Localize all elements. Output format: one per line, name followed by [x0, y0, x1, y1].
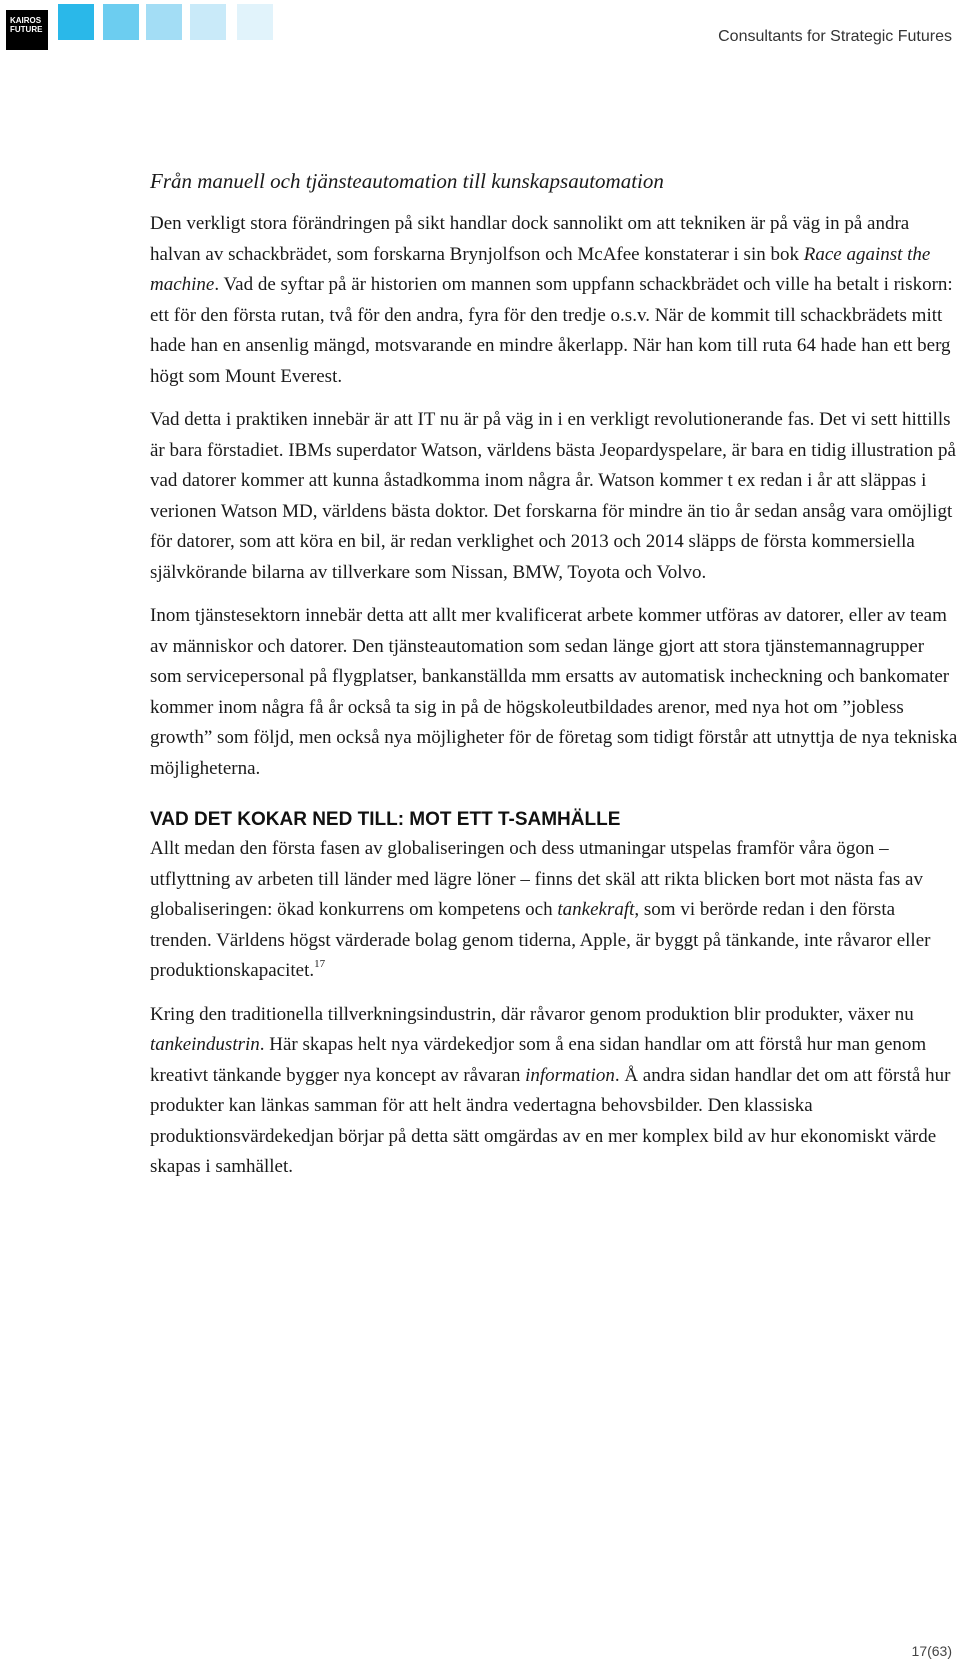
kairos-future-logo — [6, 10, 48, 50]
paragraph-2: Vad detta i praktiken innebär är att IT nu är på väg in i en verkligt revolutionerande fas. Det vi sett hittills är bara förstadiet. IBMs superdator Watson, världens bästa Jeopardyspelare, är bara en tidig illustration på vad datorer kommer att kunna åstadkomma inom några år. Watson kommer t ex redan i år att släppas i verionen Watson MD, världens bästa doktor. Det forskarna för mindre än tio år sedan ansåg vara omöjligt för datorer, som att köra en bil, är redan verklighet och 2013 och 2014 släpps de första kommersiella självkörande bilarna av tillverkare som Nissan, BMW, Toyota och Volvo. — [150, 409, 956, 583]
brand-square-5 — [237, 4, 273, 40]
paragraph-1-text-a: Den verkligt stora förändringen på sikt handlar dock sannolikt om att tekniken är på väg in på andra halvan av schackbrädet, som forskarna Brynjolfson och McAfee konstaterar i sin bok — [150, 213, 910, 265]
paragraph-5-text-a: Kring den traditionella tillverkningsindustrin, där råvaror genom produktion blir produkter, växer nu — [150, 1003, 914, 1025]
page-body — [150, 166, 958, 1196]
book-title: Race against the machine — [150, 243, 931, 295]
paragraph-5 — [150, 1000, 958, 1183]
emphasis-tankeindustrin: tankeindustrin — [150, 1034, 260, 1055]
paragraph-4-text-a: Allt medan den första fasen av globaliseringen och dess utmaningar utspelas framför våra ögon – utflyttning av arbeten till länder med lägre löner – finns det skäl att rikta blicken bort mot nästa fas av globaliseringen: ökad konkurrens om kompetens och — [150, 838, 923, 920]
subheading: Från manuell och tjänsteautomation till kunskapsautomation — [150, 169, 664, 193]
paragraph-5-text-c: . Å andra sidan handlar det om att förstå hur produkter kan länkas samman för att helt ändra vedertagna behovsbilder. Den klassiska produktionsvärdekedjan börjar på detta sätt omgärdas av en mer komplex bild av hur ekonomiskt värde skapas i samhället. — [150, 1064, 951, 1177]
paragraph-3: Inom tjänstesektorn innebär detta att allt mer kvalificerat arbete kommer utföras av datorer, eller av team av människor och datorer. Den tjänsteautomation som sedan länge gjort att stora tjänstemannagrupper som servicepersonal på flygplatser, bankanställda mm ersatts av automatisk incheckning och bankomater kommer inom några få år också ta sig in på de högskoleutbildades arenor, med nya hot om ”jobless growth” som följd, men också nya möjligheter för de företag som tidigt förstår att utnyttja de nya tekniska möjligheterna. — [150, 605, 958, 779]
brand-square-1 — [58, 4, 94, 40]
section-heading: VAD DET KOKAR NED TILL: MOT ETT T-SAMHÄLLE — [150, 809, 621, 830]
emphasis-tankekraft: tankekraft — [557, 899, 635, 920]
paragraph-4 — [150, 834, 958, 987]
page-number: 17(63) — [911, 1643, 952, 1659]
logo-line-1: KAIROS — [10, 16, 42, 25]
paragraph-1-text-b: . Vad de syftar på är historien om mannen som uppfann schackbrädet och ville ha betalt i riskorn: ett för den första rutan, två för den andra, fyra för den tredje o.s.v. När de kommit till schackbrädets mitt hade han en ansenlig mängd, motsvarande en mindre åkerlapp. När han kom till ruta 64 hade han ett berg högt som Mount Everest. — [150, 274, 953, 387]
paragraph-1 — [150, 209, 958, 392]
page-header — [0, 0, 960, 80]
footnote-ref[interactable]: 17 — [314, 958, 326, 970]
brand-square-2 — [103, 4, 139, 40]
logo-line-2: FUTURE — [10, 25, 43, 34]
paragraph-5-text-b: . Här skapas helt nya värdekedjor som å ena sidan handlar om att förstå hur man genom kreativt tänkande bygger nya koncept av råvaran — [150, 1034, 927, 1086]
paragraph-4-text-b: , som vi berörde redan i den första trenden. Världens högst värderade bolag genom tiderna, Apple, är byggt på tänkande, inte råvaror eller produktionskapacitet. — [150, 899, 931, 981]
header-tagline: Consultants for Strategic Futures — [718, 28, 952, 45]
brand-square-4 — [190, 4, 226, 40]
brand-square-3 — [146, 4, 182, 40]
emphasis-information: information — [525, 1064, 615, 1086]
